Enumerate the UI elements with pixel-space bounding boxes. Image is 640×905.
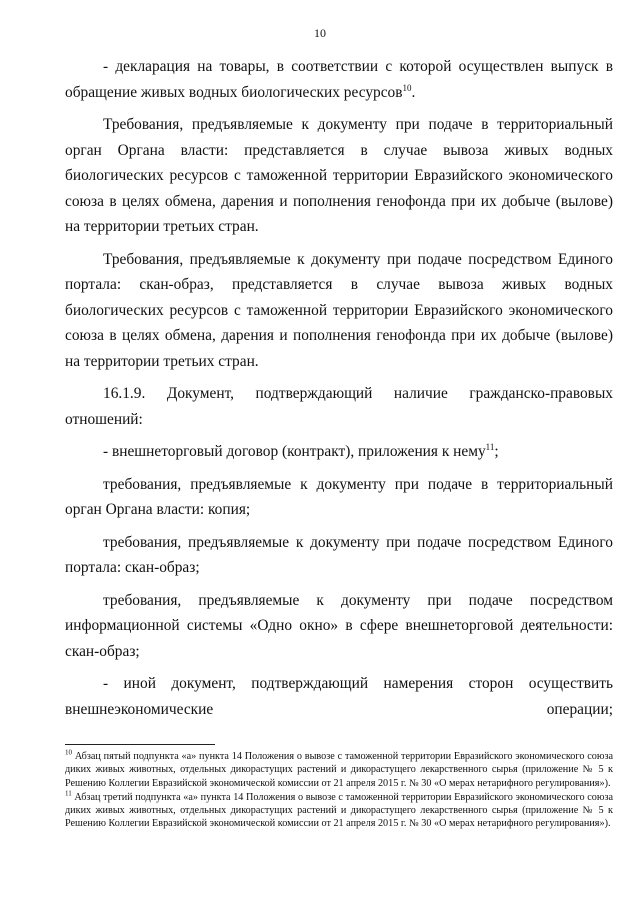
footnote-ref[interactable]: 11 — [485, 441, 495, 452]
paragraph-requirements-copy: требования, предъявляемые к документу при подаче в территориальный орган Органа власти: копия; — [65, 475, 613, 518]
paragraph-requirements-one-window: требования, предъявляемые к документу при подаче посредством информационной системы «Одно окно» в сфере внешнеторговой деятельности: скан-образ; — [65, 591, 613, 660]
paragraph-section-16-1-9: 16.1.9. Документ, подтверждающий наличие гражданско-правовых отношений: — [65, 385, 613, 428]
footnote-divider — [65, 744, 215, 745]
paragraph-requirements-territorial: Требования, предъявляемые к документу при подаче в территориальный орган Органа власти: представляется в случае вывоза живых водных биологических ресурсов с таможенной территории Евразийского экономического союза в целях обмена, дарения и пополнения генофонда при их добыче (вылове) на территории третьих стран. — [65, 116, 613, 235]
footnote-mark: 10 — [65, 748, 72, 757]
footnote-item: $^{10}$ Абзац пятый подпункта «а» пункта 14 Положения о вывозе с таможенной территории Евразийского экономического союза диких живых животных, отдельных дикорастущих растений и дикорастущего лекарственного сырья (приложение № 5 к Решению Коллегии Евразийской экономической комиссии от 21 апреля 2015 г. № 30 «О мерах нетарифного регулирования»). — [65, 748, 614, 789]
paragraph-declaration: - декларация на товары, в соответствии с которой осуществлен выпуск в обращение живых водных биологических ресурсов$^{10}$. — [65, 58, 613, 101]
footnote-item: $^{11}$ Абзац третий подпункта «а» пункта 14 Положения о вывозе с таможенной территории Евразийского экономического союза диких живых животных, отдельных дикорастущих растений и дикорастущего лекарственного сырья (приложение № 5 к Решению Коллегии Евразийской экономической комиссии от 21 апреля 2015 г. № 30 «О мерах нетарифного регулирования»). — [65, 789, 614, 830]
paragraph-requirements-portal: Требования, предъявляемые к документу при подаче посредством Единого портала: скан-образ, представляется в случае вывоза живых водных биологических ресурсов с таможенной территории Евразийского экономического союза в целях обмена, дарения и пополнения генофонда при их добыче (вылове) на территории третьих стран. — [65, 250, 613, 370]
body-text — [65, 54, 613, 729]
paragraph-other-document: - иной документ, подтверждающий намерения сторон осуществить внешнеэкономические операции; — [65, 675, 613, 718]
page-number: 10 — [314, 26, 326, 40]
paragraph-contract: - внешнеторговый договор (контракт), приложения к нему$^{11}$; — [103, 441, 499, 460]
paragraph-requirements-scan: требования, предъявляемые к документу при подаче посредством Единого портала: скан-образ; — [65, 533, 613, 576]
footnotes — [65, 750, 613, 832]
footnote-mark: 11 — [65, 789, 72, 798]
footnote-ref[interactable]: 10 — [402, 82, 412, 93]
